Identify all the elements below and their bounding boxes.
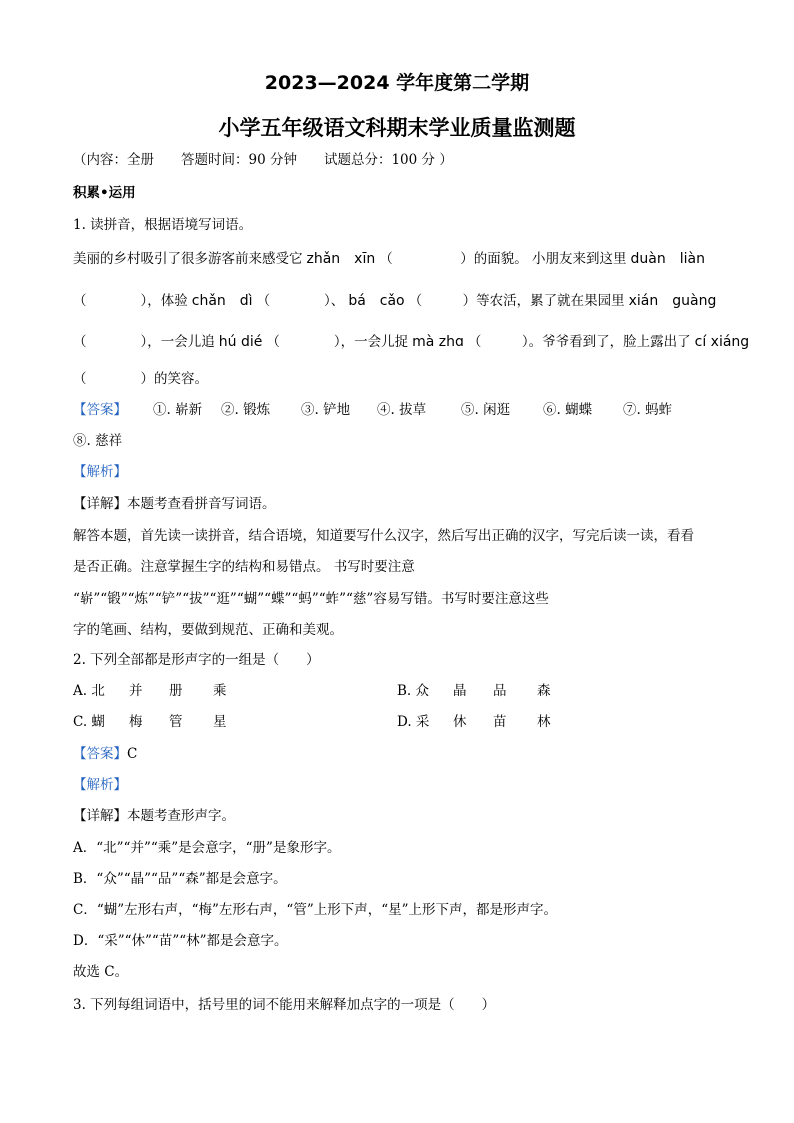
q1-text: （ ）、 <box>256 293 345 309</box>
option-char: 管 <box>169 714 183 730</box>
q1-answer-8: ⑧. 慈祥 <box>73 433 123 449</box>
q2-stem: 2. 下列全部都是形声字的一组是（ ） <box>73 652 320 668</box>
option-char: 森 <box>537 683 551 699</box>
exam-info: （内容：全册 答题时间：90 分钟 试题总分：100 分 ） <box>73 152 453 168</box>
detail-tag: 【详解】 <box>73 496 127 512</box>
q1-detail-4: “崭”“锻”“炼”“铲”“拔”“逛”“蝴”“蝶”“蚂”“蚱”“慈”容易写错。书写时要注意这些 <box>73 591 549 607</box>
pinyin: zhǎn xīn <box>306 251 376 267</box>
option-char: 品 <box>493 683 507 699</box>
option-char: C. 蝴 <box>73 714 105 730</box>
option-char: D. 采 <box>397 714 430 730</box>
analysis-tag: 【解析】 <box>73 777 127 793</box>
q1-text: ，体验 <box>147 293 188 309</box>
page-title-exam: 小学五年级语文科期末学业质量监测题 <box>218 116 576 140</box>
option-char: 晶 <box>453 683 467 699</box>
q2-explain-c: C．“蝴”左形右声，“梅”左形右声，“管”上形下声，“星”上形下声，都是形声字。 <box>73 902 558 918</box>
q1-stem: 1. 读拼音，根据语境写词语。 <box>73 217 253 233</box>
pinyin: mà zhɑ <box>412 334 464 350</box>
q1-text: （ ）的面貌。 小朋友来到这里 <box>379 251 627 267</box>
option-c <box>73 712 245 732</box>
q2-explain-d: D．“采”“休”“苗”“林”都是会意字。 <box>73 933 288 949</box>
option-d <box>397 712 569 732</box>
q1-line-1 <box>73 249 709 269</box>
option-char: 乘 <box>213 683 227 699</box>
detail-text: 本题考查看拼音写词语。 <box>127 496 276 512</box>
option-char: A. 北 <box>73 683 105 699</box>
q1-text: （ ）。爷爷看到了，脸上露出了 <box>467 334 691 350</box>
answer-tag: 【答案】 <box>73 402 127 418</box>
q2-explain-b: B．“众”“晶”“品”“森”都是会意字。 <box>73 871 287 887</box>
detail-text: 本题考查形声字。 <box>127 808 235 824</box>
pinyin: cí xiáng <box>694 334 750 350</box>
q1-detail-3: 是否正确。注意掌握生字的结构和易错点。 书写时要注意 <box>73 559 415 575</box>
option-char: 并 <box>129 683 143 699</box>
q1-detail-2: 解答本题，首先读一读拼音，结合语境，知道要写什么汉字，然后写出正确的汉字，写完后读一读，看看 <box>73 528 694 544</box>
option-char: 苗 <box>493 714 507 730</box>
page-title-year: 2023—2024 学年度第二学期 <box>264 72 530 94</box>
answer-item: ④. 拔草 <box>377 402 427 418</box>
q1-text: （ ），一会儿追 <box>73 334 215 350</box>
pinyin: bá cǎo <box>348 293 405 309</box>
pinyin: xián guàng <box>628 293 717 309</box>
option-char: 林 <box>537 714 551 730</box>
option-char: 册 <box>169 683 183 699</box>
section-heading: 积累•运用 <box>73 185 136 201</box>
q2-answer <box>73 744 137 764</box>
detail-tag: 【详解】 <box>73 808 127 824</box>
answer-value: C <box>127 746 138 762</box>
answer-item: ②. 锻炼 <box>221 402 271 418</box>
option-char: 星 <box>213 714 227 730</box>
pinyin: hú dié <box>218 334 263 350</box>
option-char: 休 <box>453 714 467 730</box>
option-char: 梅 <box>129 714 143 730</box>
q1-text: 美丽的乡村吸引了很多游客前来感受它 <box>73 251 303 267</box>
q1-line-3 <box>73 332 753 352</box>
q2-explain-a: A．“北”“并”“乘”是会意字，“册”是象形字。 <box>73 840 341 856</box>
answer-item: ⑤. 闲逛 <box>461 402 511 418</box>
pinyin: duàn liàn <box>630 251 705 267</box>
q2-detail <box>73 806 235 826</box>
answer-item: ⑦. 蚂蚱 <box>623 402 673 418</box>
pinyin: chǎn dì <box>191 293 253 309</box>
answer-item: ⑥. 蝴蝶 <box>543 402 593 418</box>
q3-stem: 3. 下列每组词语中，括号里的词不能用来解释加点字的一项是（ ） <box>73 997 496 1013</box>
option-char: B. 众 <box>397 683 430 699</box>
answer-item: ①. 崭新 <box>153 402 203 418</box>
q1-line-2 <box>73 291 720 311</box>
answer-item: ③. 铲地 <box>301 402 351 418</box>
q1-answer <box>73 400 672 420</box>
q1-text: （ ），一会儿捉 <box>266 334 409 350</box>
q1-detail-5: 字的笔画、结构，要做到规范、正确和美观。 <box>73 622 343 638</box>
q1-detail <box>73 494 276 514</box>
option-a <box>73 681 245 701</box>
q1-line-4: （ ）的笑容。 <box>73 371 208 387</box>
analysis-tag: 【解析】 <box>73 464 127 480</box>
q2-conclusion: 故选 C。 <box>73 964 129 980</box>
option-b <box>397 681 569 701</box>
q1-text: （ ）等农活，累了就在果园里 <box>408 293 625 309</box>
q1-blank: （ ） <box>73 293 148 309</box>
answer-tag: 【答案】 <box>73 746 127 762</box>
